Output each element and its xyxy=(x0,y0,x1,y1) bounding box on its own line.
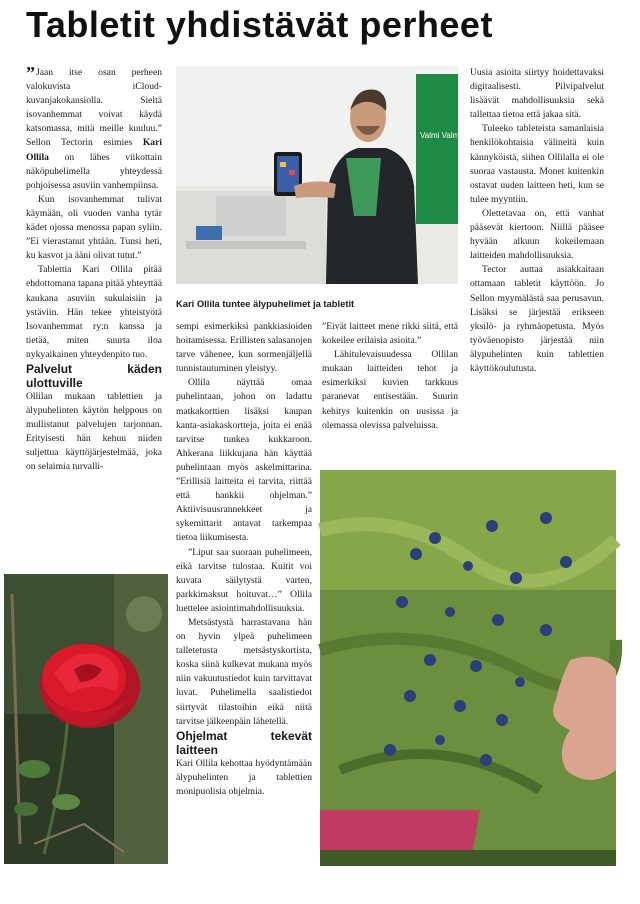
photo-red-rose xyxy=(4,574,168,864)
column-4 xyxy=(470,66,604,376)
column-1 xyxy=(26,63,162,475)
column-1-paragraph-1 xyxy=(26,63,162,193)
photo-man-with-tablet xyxy=(176,66,466,284)
column-3-paragraph-2: Lähitulevaisuudessa Ollilan mukaan laitteiden tehot ja esimerkiksi kuvien tarkkuus paranevat entisestään. Suurin kehitys kuitenkin on uusissa ja olemassa olevissa palveluissa. xyxy=(322,349,458,431)
photo-caption: Kari Ollila tuntee älypuhelimet ja tabletit xyxy=(176,298,355,309)
store-sign-text: Valmi Valmin xyxy=(420,131,466,140)
column-4-paragraph-3: Olettetavaa on, että vanhat pääsevät kiertoon. Niillä pääsee hyvään alkuun kokeilemaan laitteiden mahdollisuuksia. xyxy=(470,207,604,262)
column-1-paragraph-3: Tablettia Kari Ollila pitää ehdottomana tapana pitää yhteyttää kaukana asuviin sukulaisiin ja ystäviin. Hän tekee yhteistyötä Isovanhemmat ry:n kanssa ja tietää, miten suurta iloa nykyaikainen yhteydenpito tuo. xyxy=(26,264,162,360)
subheading-ohjelmat: Ohjelmat tekevät laitteen xyxy=(176,728,312,757)
column-4-paragraph-4: Tector auttaa asiakkaitaan ottamaan tabletit käyttöön. Jo Sellon myymälästä saa perusavun. Lisäksi se järjestää erikseen yksilö- ja ryhmäopetusta. Myös työväenopisto järjestää niin älypuhelinten kuin tablettien käyttökoulutusta. xyxy=(470,264,604,374)
column-3 xyxy=(322,320,458,433)
column-1-paragraph-4: Ollilan mukaan tablettien ja älypuhelinten käytön helppous on mullistanut palvelujen tarjonnan. Erityisesti hän kehuu niiden suljettua käyttöjärjestelmää, joka on selaimia turvalli- xyxy=(26,390,162,473)
subheading-palvelut: Palvelut käden ulottuville xyxy=(26,361,162,390)
column-4-paragraph-1: Uusia asioita siirtyy hoidettavaksi digitaalisesti. Pilvipalvelut lisäävät mahdollisuuksia sekä tallettaa tietoa että jakaa sitä. xyxy=(470,67,604,121)
column-2-paragraph-1: sempi esimerkiksi pankkiasioiden hoitamisessa. Erillisten salasanojen tarve vähenee, kun sormenjäljellä tunnistautuminen yleistyy. xyxy=(176,321,312,375)
column-2-paragraph-4: Metsästystä harrastavana hän on hyvin ylpeä puhelimeen talletetusta metsästyskortista, koska siinä kulkevat mukana myös niin vakuutustiedot kuin tarvittavat luvat. Puhelimella saalistiedot siirtyvät tilastoihin eikä niitä tarvitse jälkeenpäin lähetellä. xyxy=(176,616,312,727)
article-headline: Tabletit yhdistävät perheet xyxy=(26,4,493,45)
column-2-paragraph-3: ”Liput saa suoraan puhelimeen, eikä tarvitse tulostaa. Kuitit voi kuvata säilytystä varten, parkkimaksut hoituvat…” Ollila luettelee asiointimahdollisuuksia. xyxy=(176,546,312,614)
paragraph-text: on lähes viikottain näköpuhelimella yhteydessä pohjoisessa asuviin vanhempiinsa. xyxy=(26,151,162,191)
photo-red-rose-image xyxy=(4,574,168,864)
photo-blueberries xyxy=(320,470,616,866)
opening-quote-mark: ” xyxy=(26,63,35,83)
column-1-paragraph-2: Kun isovanhemmat tulivat käymään, oli vuoden vanha tytär kädet ojossa menossa papan syliin. ”Ei vierastanut yhtään. Tunsi heti, ku kasvot ja ääni olivat tutut.” xyxy=(26,193,162,262)
column-2-paragraph-5: Kari Ollila kehottaa hyödyntämään älypuhelinten ja tablettien monipuolisia ohjelmia. xyxy=(176,757,312,797)
photo-man-with-tablet-image xyxy=(176,66,466,284)
person-name: Kari Ollila xyxy=(26,137,162,163)
column-4-paragraph-2: Tuleeko tableteista samanlaisia henkilökohtaisia välineitä kuin kännyköistä, siihen Ollilalla ei ole suoraa vastausta. Monet kuitenkin ostavat uuden laitteen heti, kun se tulee myyntiin. xyxy=(470,123,604,205)
photo-blueberries-image xyxy=(320,470,616,866)
rose-flower xyxy=(40,644,140,728)
column-2-paragraph-2: Ollila näyttää omaa puhelintaan, johon on ladattu matkakorttien lisäksi kaupan kanta-asiakaskortteja, joita ei enää tarvitse tunkea kukkaroon. Ahkerana liikkujana hän käyttää puhelintaan myös askelmittarina. ”Erillisiä laitteita ei tarvita, riittää että hankkii ohjelman.” Aktiivisuusrannekkeet ja sykemittarit antavat tarkempaa tietoa liikumisesta. xyxy=(176,377,312,544)
column-2 xyxy=(176,320,312,799)
column-3-paragraph-1: ”Eivät laitteet mene rikki siitä, että kokeilee erilaisia asioita.” xyxy=(322,321,458,347)
paragraph-text: Jaan itse osan perheen valokuvista iCloud-kuvanjakokansiolla. Sieltä isovanhemmat voivat käydä katsomassa, mitä meille kuuluu.” Sellon Tectorin esimies xyxy=(26,67,162,149)
